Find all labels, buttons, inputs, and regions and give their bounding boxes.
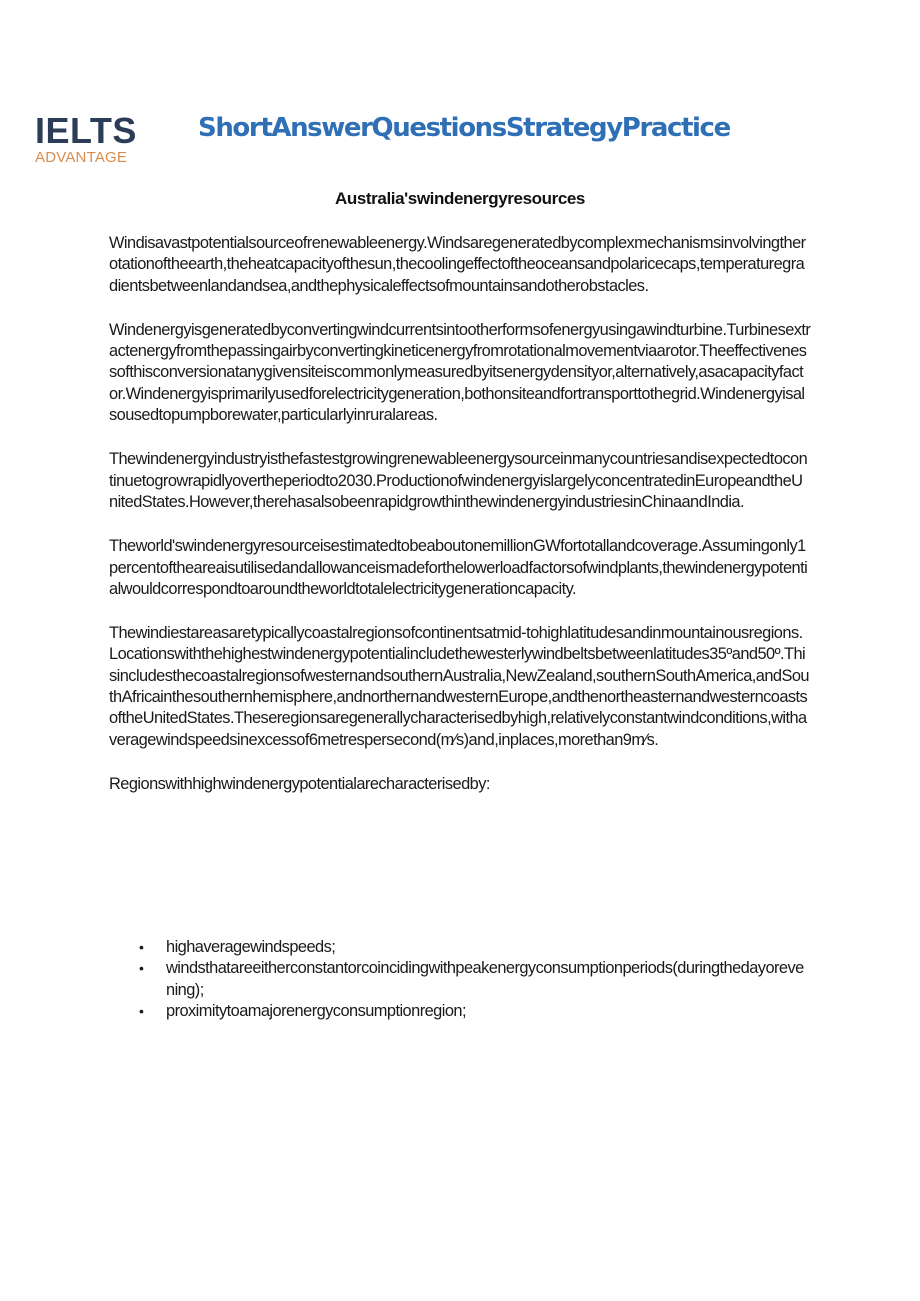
paragraph: Theworld'swindenergyresourceisestimatedtobeaboutonemillionGWfortotallandcoverage.Assumingonly1percentoftheareaisutilisedandallowanceismadeforthelowerloadfactorsofwindplants,thewindenergypotentialwouldcorrespondtoaroundtheworldtotalelectricitygenerationcapacity. bbox=[109, 537, 808, 598]
bullet-dot-icon: • bbox=[139, 960, 144, 977]
logo-main-text: IELTS bbox=[35, 112, 137, 151]
ielts-advantage-logo bbox=[35, 112, 155, 164]
bullet-dot-icon: • bbox=[139, 939, 144, 955]
paragraph: Thewindiestareasaretypicallycoastalregionsofcontinentsatmid-tohighlatitudesandinmountainousregions.Locationswiththehighestwindenergypotentialincludethewesterlywindbeltsbetweenlatitudes35ºand50º.ThisincludesthecoastalregionsofwesternandsouthernAustralia,NewZealand,southernSouthAmerica,andSouthAfricainthesouthernhemisphere,andnorthernandwesternEurope,andthenortheasternandwesterncoastsoftheUnitedStates.Theseregionsaregenerallycharacterisedbyhigh,relativelyconstantwindconditions,withaveragewindspeedsinexcessof6metrespersecond(m⁄s)and,inplaces,morethan9m⁄s. bbox=[109, 624, 809, 749]
paragraph: Windenergyisgeneratedbyconvertingwindcurrentsintootherformsofenergyusingawindturbine.Turbinesextractenergyfromthepassingairbyconvertingkineticenergyfromrotationalmovementviaarotor.Theeffectivenessofthisconversionatanygivensiteiscommonlymeasuredbyitsenergydensityor,alternatively,asacapacityfactor.Windenergyisprimarilyusedforelectricitygeneration,bothonsiteandfortransporttothegrid.Windenergyisalsousedtopumpborewater,particularlyinruralareas. bbox=[109, 320, 811, 425]
logo-sub-text: ADVANTAGE bbox=[35, 149, 128, 164]
paragraph: Windisavastpotentialsourceofrenewableenergy.Windsaregeneratedbycomplexmechanismsinvolvingtherotationoftheearth,theheatcapacityofthesun,thecoolingeffectoftheoceansandpolaricecaps,temperaturegradientsbetweenlandandsea,andthephysicaleffectsofmountainsandotherobstacles. bbox=[109, 234, 806, 295]
document-title: Australia'swindenergyresources bbox=[335, 189, 585, 208]
paragraph: Thewindenergyindustryisthefastestgrowingrenewableenergysourceinmanycountriesandisexpectedtocontinuetogrowrapidlyovertheperiodto2030.ProductionofwindenergyislargelyconcentratedinEuropeandtheUnitedStates.However,therehasalsobeenrapidgrowthinthewindenergyindustriesinChinaandIndia. bbox=[109, 450, 808, 511]
page-header-title: ShortAnswerQuestionsStrategyPractice bbox=[198, 113, 730, 143]
list-item bbox=[139, 1001, 811, 1022]
list-item-text: windsthatareeitherconstantorcoincidingwithpeakenergyconsumptionperiods(duringthedayorevening); bbox=[166, 959, 804, 999]
list-item bbox=[139, 958, 811, 1001]
list-item-text: proximitytoamajorenergyconsumptionregion; bbox=[166, 1001, 466, 1020]
list-item bbox=[139, 937, 811, 958]
list-item-text: highaveragewindspeeds; bbox=[166, 938, 336, 956]
document-body bbox=[109, 233, 811, 818]
bullet-list bbox=[139, 937, 811, 1022]
bullet-dot-icon: • bbox=[139, 1002, 144, 1019]
paragraph: Regionswithhighwindenergypotentialarecharacterisedby: bbox=[109, 774, 490, 793]
